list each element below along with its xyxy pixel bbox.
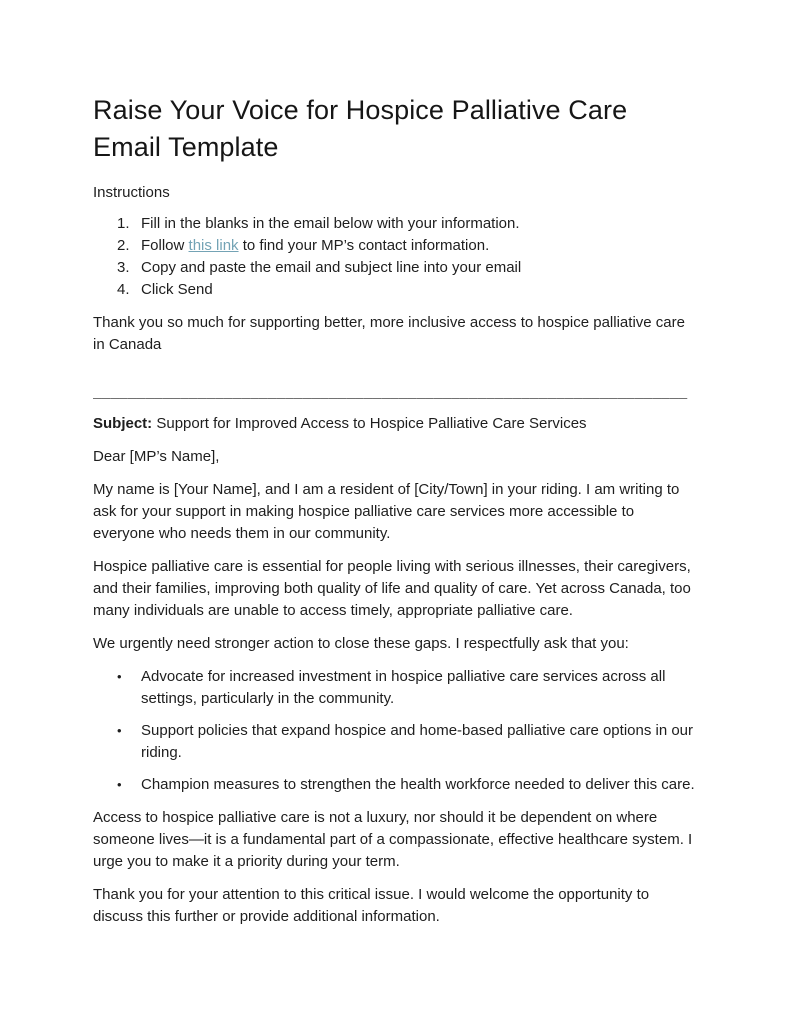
paragraph-intro: My name is [Your Name], and I am a resident of [City/Town] in your riding. I am writing to ask for your support in making hospice palliative care services more accessible to everyone who needs them in our community. <box>93 481 680 542</box>
paragraph-context: Hospice palliative care is essential for people living with serious illnesses, their caregivers, and their families, improving both quality of life and quality of care. Yet across Canada, too many individuals are unable to access timely, appropriate palliative care. <box>93 558 691 619</box>
bullet-item <box>93 666 698 710</box>
step-text: Click Send <box>141 281 213 298</box>
paragraph-close: Access to hospice palliative care is not a luxury, nor should it be dependent on where someone lives—it is a fundamental part of a compassionate, effective healthcare system. I urge you to make it a priority during your term. <box>93 809 693 870</box>
step-text-post: to find your MP’s contact information. <box>242 237 490 254</box>
bullet-text: Advocate for increased investment in hospice palliative care services across all settings, particularly in the community. <box>141 668 666 707</box>
bullet-item <box>93 774 698 796</box>
step-text: Copy and paste the email and subject line into your email <box>141 259 522 276</box>
divider-line: ____________________________________________________________________ <box>93 383 688 400</box>
bullet-dot: • <box>117 723 122 738</box>
bullet-text: Support policies that expand hospice and home-based palliative care options in our riding. <box>141 722 694 761</box>
subject-line <box>93 413 698 435</box>
step-text-pre: Follow <box>141 237 185 254</box>
step-number: 3. <box>117 259 130 276</box>
bullet-item <box>93 720 698 764</box>
step-text: Fill in the blanks in the email below with your information. <box>141 215 520 232</box>
bullet-dot: • <box>117 777 122 792</box>
paragraph-ask: We urgently need stronger action to close these gaps. I respectfully ask that you: <box>93 635 629 652</box>
instruction-step <box>93 235 698 257</box>
subject-label: Subject: <box>93 415 153 432</box>
mp-contact-link[interactable]: this link <box>188 237 239 254</box>
bullet-dot: • <box>117 669 122 684</box>
instructions-list <box>93 213 698 301</box>
document-title: Raise Your Voice for Hospice Palliative Care Email Template <box>93 95 628 162</box>
subject-text: Support for Improved Access to Hospice Palliative Care Services <box>156 415 587 432</box>
bullet-text: Champion measures to strengthen the health workforce needed to deliver this care. <box>141 776 695 793</box>
instructions-heading: Instructions <box>93 184 170 201</box>
instruction-step <box>93 257 698 279</box>
step-number: 2. <box>117 237 130 254</box>
salutation: Dear [MP’s Name], <box>93 448 220 465</box>
paragraph-thanks: Thank you for your attention to this critical issue. I would welcome the opportunity to discuss this further or provide additional information. <box>93 886 650 925</box>
step-number: 1. <box>117 215 130 232</box>
thanks-note: Thank you so much for supporting better, more inclusive access to hospice palliative care in Canada <box>93 314 685 353</box>
step-text <box>141 235 489 257</box>
instruction-step <box>93 213 698 235</box>
instruction-step <box>93 279 698 301</box>
asks-bullet-list <box>93 666 698 796</box>
step-number: 4. <box>117 281 130 298</box>
